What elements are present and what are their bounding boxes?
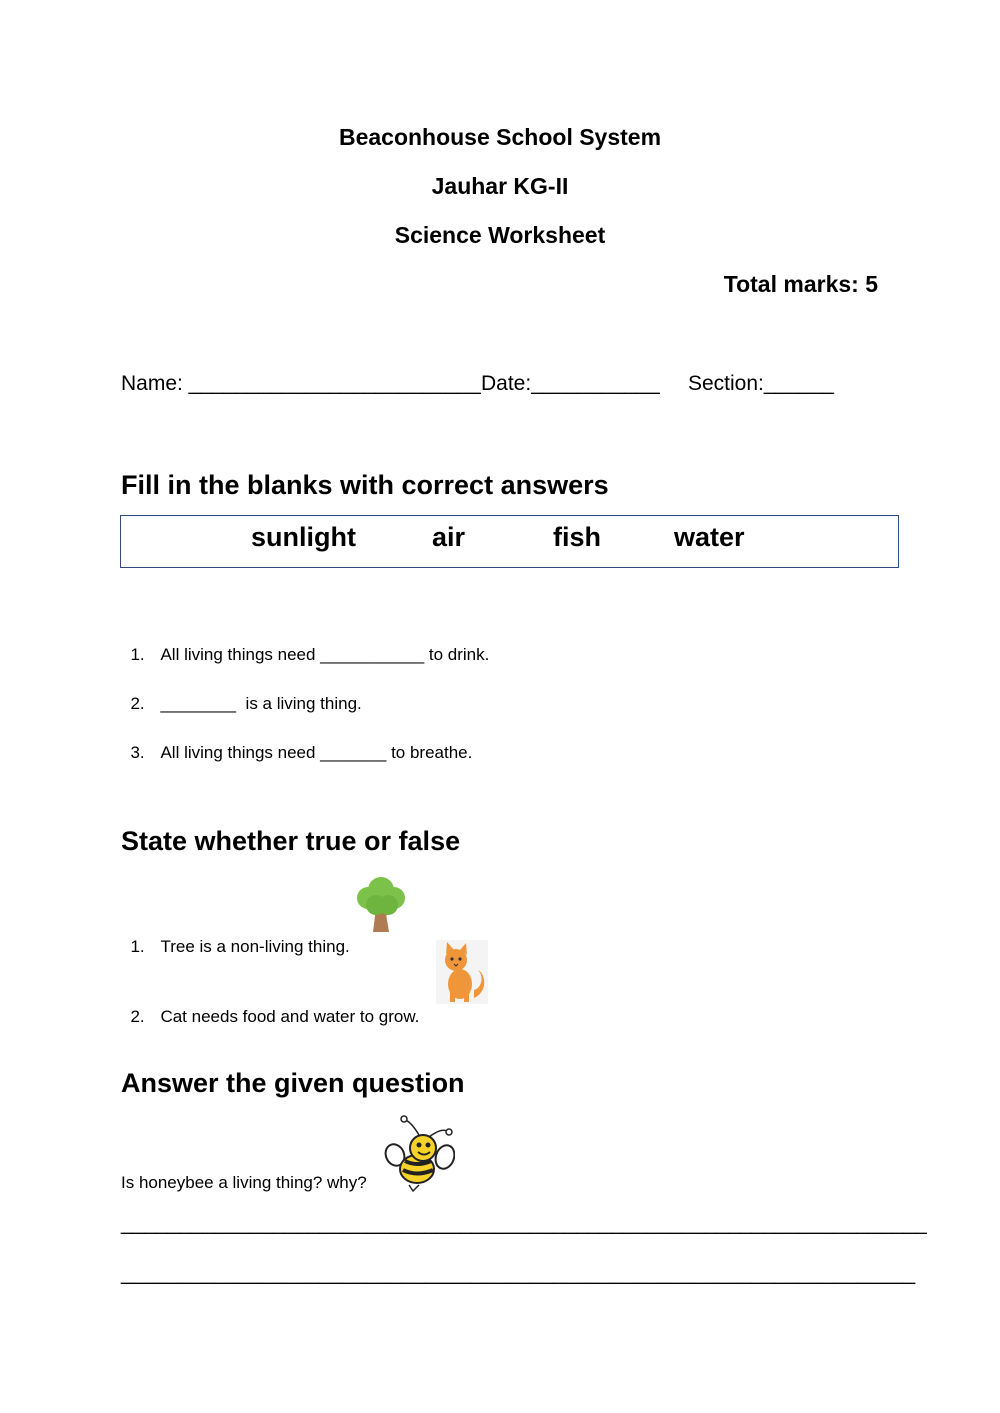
branch-name: Jauhar KG-II xyxy=(431,173,569,199)
item-number: 2. xyxy=(130,694,145,713)
section-field[interactable]: Section:______ xyxy=(688,372,834,395)
answer-question-heading: Answer the given question xyxy=(121,1068,465,1098)
honeybee-icon xyxy=(383,1115,455,1193)
school-name: Beaconhouse School System xyxy=(338,124,662,150)
word-bank-box xyxy=(120,515,899,568)
worksheet-title: Science Worksheet xyxy=(394,222,606,248)
word-bank-item: air xyxy=(432,522,466,552)
word-bank-item: fish xyxy=(553,522,602,552)
question-text: Is honeybee a living thing? why? xyxy=(121,1173,367,1192)
item-text: ________ is a living thing. xyxy=(160,694,362,713)
tree-icon xyxy=(354,876,408,934)
item-text: All living things need ___________ to drink. xyxy=(160,645,490,664)
fill-blanks-heading: Fill in the blanks with correct answers xyxy=(121,470,609,500)
cat-icon xyxy=(436,940,488,1004)
list-item[interactable] xyxy=(121,987,419,1027)
list-item[interactable] xyxy=(121,625,489,665)
total-marks: Total marks: 5 xyxy=(723,271,878,297)
item-number: 1. xyxy=(130,645,145,664)
list-item[interactable] xyxy=(121,674,362,714)
item-number: 2. xyxy=(130,1007,145,1026)
item-text: Cat needs food and water to grow. xyxy=(160,1007,420,1026)
date-field[interactable]: Date:___________ xyxy=(481,372,660,395)
name-field[interactable]: Name: _________________________ xyxy=(121,372,481,395)
item-text: All living things need _______ to breathe. xyxy=(160,743,473,762)
answer-line-2[interactable]: ____________________________________________________________________ xyxy=(121,1262,916,1285)
list-item[interactable] xyxy=(121,723,472,763)
answer-line-1[interactable]: _____________________________________________________________________ xyxy=(121,1212,927,1235)
word-bank-item: water xyxy=(674,522,745,552)
word-bank-item: sunlight xyxy=(251,522,356,552)
true-false-heading: State whether true or false xyxy=(121,826,461,856)
list-item[interactable] xyxy=(121,917,350,957)
item-text: Tree is a non-living thing. xyxy=(160,937,350,956)
item-number: 3. xyxy=(130,743,145,762)
item-number: 1. xyxy=(130,937,145,956)
